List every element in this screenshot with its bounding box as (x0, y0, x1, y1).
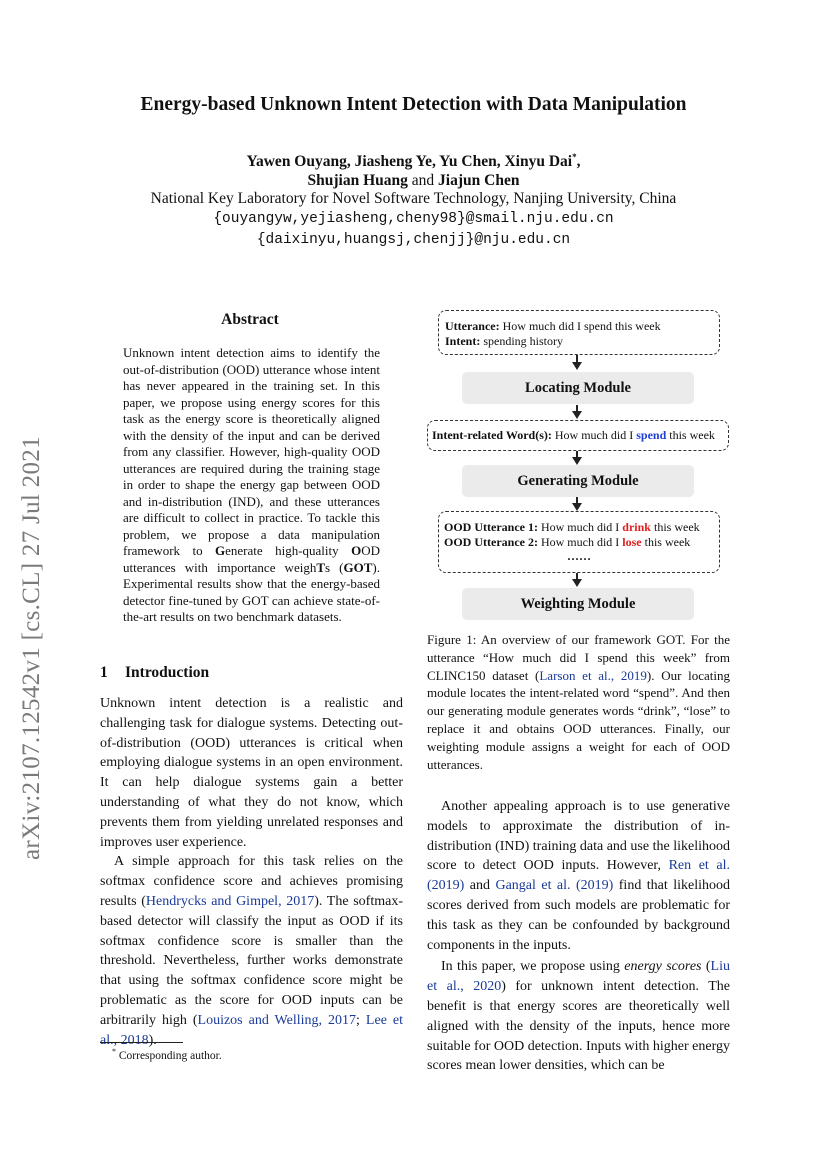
citation-lee[interactable]: Lee et al., 2018 (100, 1012, 403, 1048)
arrow-down-icon (572, 573, 582, 587)
authors-names: Yawen Ouyang, Jiasheng Ye, Yu Chen, Xinyu Dai (246, 153, 573, 171)
right-paragraph-2: In this paper, we propose using energy scores (Liu et al., 2020) for unknown intent detection. The benefit is that energy scores are theoretically well aligned with the density of the inputs, hence more suitable for OOD detection. Inputs with higher energy scores mean lower densities, which can be (427, 959, 731, 1074)
energy-scores-emphasis: energy scores (624, 959, 702, 975)
citation-liu[interactable]: Liu et al., 2020 (427, 959, 730, 995)
figure-caption: Figure 1: An overview of our framework GOT. For the utterance “How much did I spend this week” from CLINC150 dataset (Larson et al., 2019). Our locating module locates the intent-related word “spend”. And then our generating module generates words “drink”, “lose” to replace it and obtains OOD utterances. Finally, our weighting module assigns a weight for each of OOD utterances. (427, 632, 730, 772)
corresponding-mark: * (572, 152, 577, 162)
intent-line: Intent: spending history (445, 334, 564, 348)
authors-line-1 (0, 152, 827, 171)
section-heading-introduction (100, 664, 209, 682)
email-line-2: {daixinyu,huangsj,chenjj}@nju.edu.cn (256, 232, 571, 248)
locating-module: Locating Module (462, 372, 694, 404)
citation-hendrycks[interactable]: Hendrycks and Gimpel, 2017 (145, 893, 315, 909)
arrow-down-icon (572, 497, 582, 511)
ood-utterance-2: OOD Utterance 2: How much did I lose this week (444, 535, 691, 549)
arrow-down-icon (572, 355, 582, 370)
section-number: 1 (100, 664, 108, 681)
affiliation: National Key Laboratory for Novel Software Technology, Nanjing University, China (150, 190, 677, 207)
citation-larson[interactable]: Larson et al., 2019 (539, 667, 647, 683)
ood-ellipsis: …… (567, 549, 591, 563)
left-column-body (100, 694, 403, 1050)
citation-gangal[interactable]: Gangal et al. (2019) (495, 878, 614, 894)
generating-module: Generating Module (462, 465, 694, 497)
intent-word-line: Intent-related Word(s): How much did I spend this week (432, 428, 715, 442)
footnote: * Corresponding author. (112, 1047, 222, 1062)
authors-comma: , (576, 153, 581, 171)
abstract-heading: Abstract (221, 311, 279, 328)
weighting-module: Weighting Module (462, 588, 694, 620)
author-shujian: Shujian Huang (307, 172, 408, 189)
intro-paragraph-2: A simple approach for this task relies on the softmax confidence score and achieves promising results (Hendrycks and Gimpel, 2017). The softmax-based detector will classify the input as OOD if its softmax confidence score is smaller than the threshold. Nevertheless, further works demonstrate that using the softmax confidence score might be problematic as the score for OOD inputs can be arbitrarily high (Louizos and Welling, 2017; Lee et al., 2018). (100, 854, 403, 1048)
authors-line-2 (0, 172, 827, 190)
section-title: Introduction (125, 664, 210, 681)
right-paragraph-1: Another appealing approach is to use generative models to approximate the distribution of in-distribution (IND) training data and use the likelihood score to detect OOD inputs. However, Ren et al. (2019) and Gangal et al. (2019) find that likelihood scores derived from such models are problematic for this task as they can be confounded by background components in the inputs. (427, 799, 731, 953)
citation-ren[interactable]: Ren et al. (2019) (427, 858, 730, 894)
intent-word-spend: spend (636, 428, 667, 442)
footnote-rule (100, 1042, 183, 1043)
ood-utterance-1: OOD Utterance 1: How much did I drink this week (444, 520, 700, 534)
utterance-box (438, 310, 720, 355)
author-jiajun: Jiajun Chen (438, 172, 520, 189)
email-line-1: {ouyangyw,yejiasheng,cheny98}@smail.nju.edu.cn (213, 211, 614, 227)
ood-utterances-box (438, 511, 720, 573)
paper-title: Energy-based Unknown Intent Detection with Data Manipulation (140, 94, 687, 115)
intent-word-box (427, 420, 729, 451)
utterance-line: Utterance: How much did I spend this week (445, 319, 661, 333)
arrow-down-icon (572, 405, 582, 419)
arrow-down-icon (572, 451, 582, 465)
citation-louizos[interactable]: Louizos and Welling, 2017 (197, 1012, 357, 1028)
abstract-text: Unknown intent detection aims to identify the out-of-distribution (OOD) utterance whose intent has never appeared in the training set. In this paper, we propose using energy scores for this task as the energy score is theoretically aligned with the density of the input and can be derived from any classifier. However, high-quality OOD utterances are required during the training stage in order to shape the energy gap between OOD and in-distribution (IND), and these utterances are difficult to collect in practice. To tackle this problem, we propose a data manipulation framework to Generate high-quality OOD utterances with importance weighTs (GOT). Experimental results show that the energy-based detector fine-tuned by GOT can achieve state-of-the-art results on two benchmark datasets. (123, 345, 380, 624)
arxiv-identifier: arXiv:2107.12542v1 [cs.CL] 27 Jul 2021 (18, 436, 45, 860)
right-column-body (427, 797, 730, 1076)
intro-paragraph-1: Unknown intent detection is a realistic and challenging task for dialogue systems. Detecting out-of-distribution (OOD) utterances is critical when employing dialogue systems in an open environment. It can help dialogue systems gain a better understanding of what they do not know, which prevents them from yielding unrelated responses and improves user experience. (100, 696, 403, 850)
authors-and: and (411, 172, 435, 189)
